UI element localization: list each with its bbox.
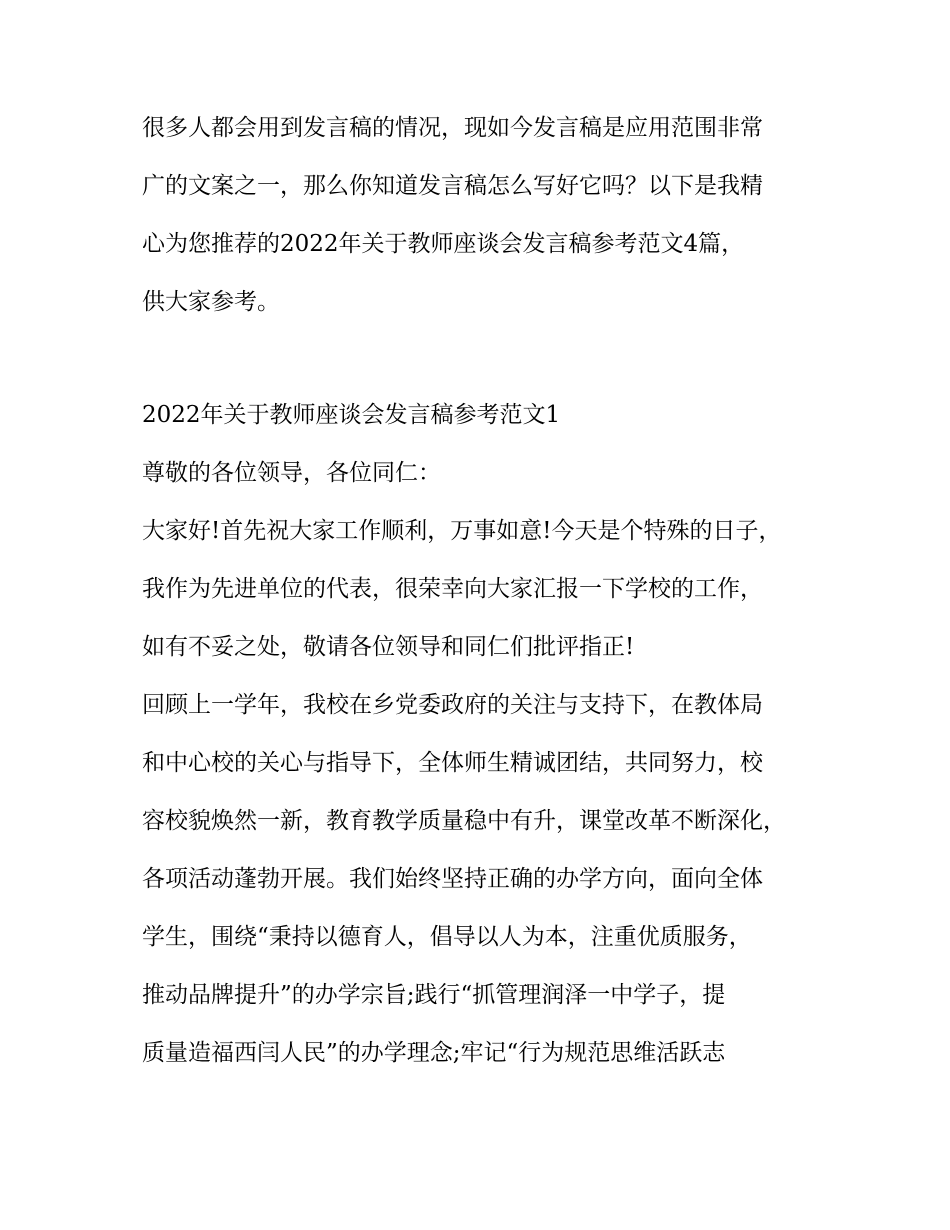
paragraph1-line-3: 如有不妥之处，敬请各位领导和同仁们批评指正!: [142, 634, 635, 660]
paragraph2-line-7: 质量造福西闫人民”的办学理念;牢记“行为规范思维活跃志: [142, 1040, 726, 1066]
section-heading: 2022年关于教师座谈会发言稿参考范文1: [142, 402, 561, 428]
paragraph2-line-3: 容校貌焕然一新，教育教学质量稳中有升，课堂改革不断深化，: [142, 808, 786, 834]
paragraph1-line-1: 大家好!首先祝大家工作顺利，万事如意!今天是个特殊的日子，: [142, 518, 782, 544]
intro-line-4: 供大家参考。: [142, 289, 280, 315]
paragraph2-line-5: 学生，围绕“秉持以德育人，倡导以人为本，注重优质服务，: [142, 924, 752, 950]
intro-line-3: 心为您推荐的2022年关于教师座谈会发言稿参考范文4篇，: [142, 231, 745, 257]
intro-line-2: 广的文案之一，那么你知道发言稿怎么写好它吗？以下是我精: [142, 173, 763, 199]
paragraph2-line-4: 各项活动蓬勃开展。我们始终坚持正确的办学方向，面向全体: [142, 866, 763, 892]
paragraph1-line-2: 我作为先进单位的代表，很荣幸向大家汇报一下学校的工作，: [142, 576, 763, 602]
paragraph2-line-6: 推动品牌提升”的办学宗旨;践行“抓管理润泽一中学子，提: [142, 982, 726, 1008]
greeting-line: 尊敬的各位领导，各位同仁：: [142, 460, 441, 486]
intro-line-1: 很多人都会用到发言稿的情况，现如今发言稿是应用范围非常: [142, 115, 763, 141]
paragraph2-line-1: 回顾上一学年，我校在乡党委政府的关注与支持下，在教体局: [142, 692, 763, 718]
paragraph2-line-2: 和中心校的关心与指导下，全体师生精诚团结，共同努力，校: [142, 750, 763, 776]
